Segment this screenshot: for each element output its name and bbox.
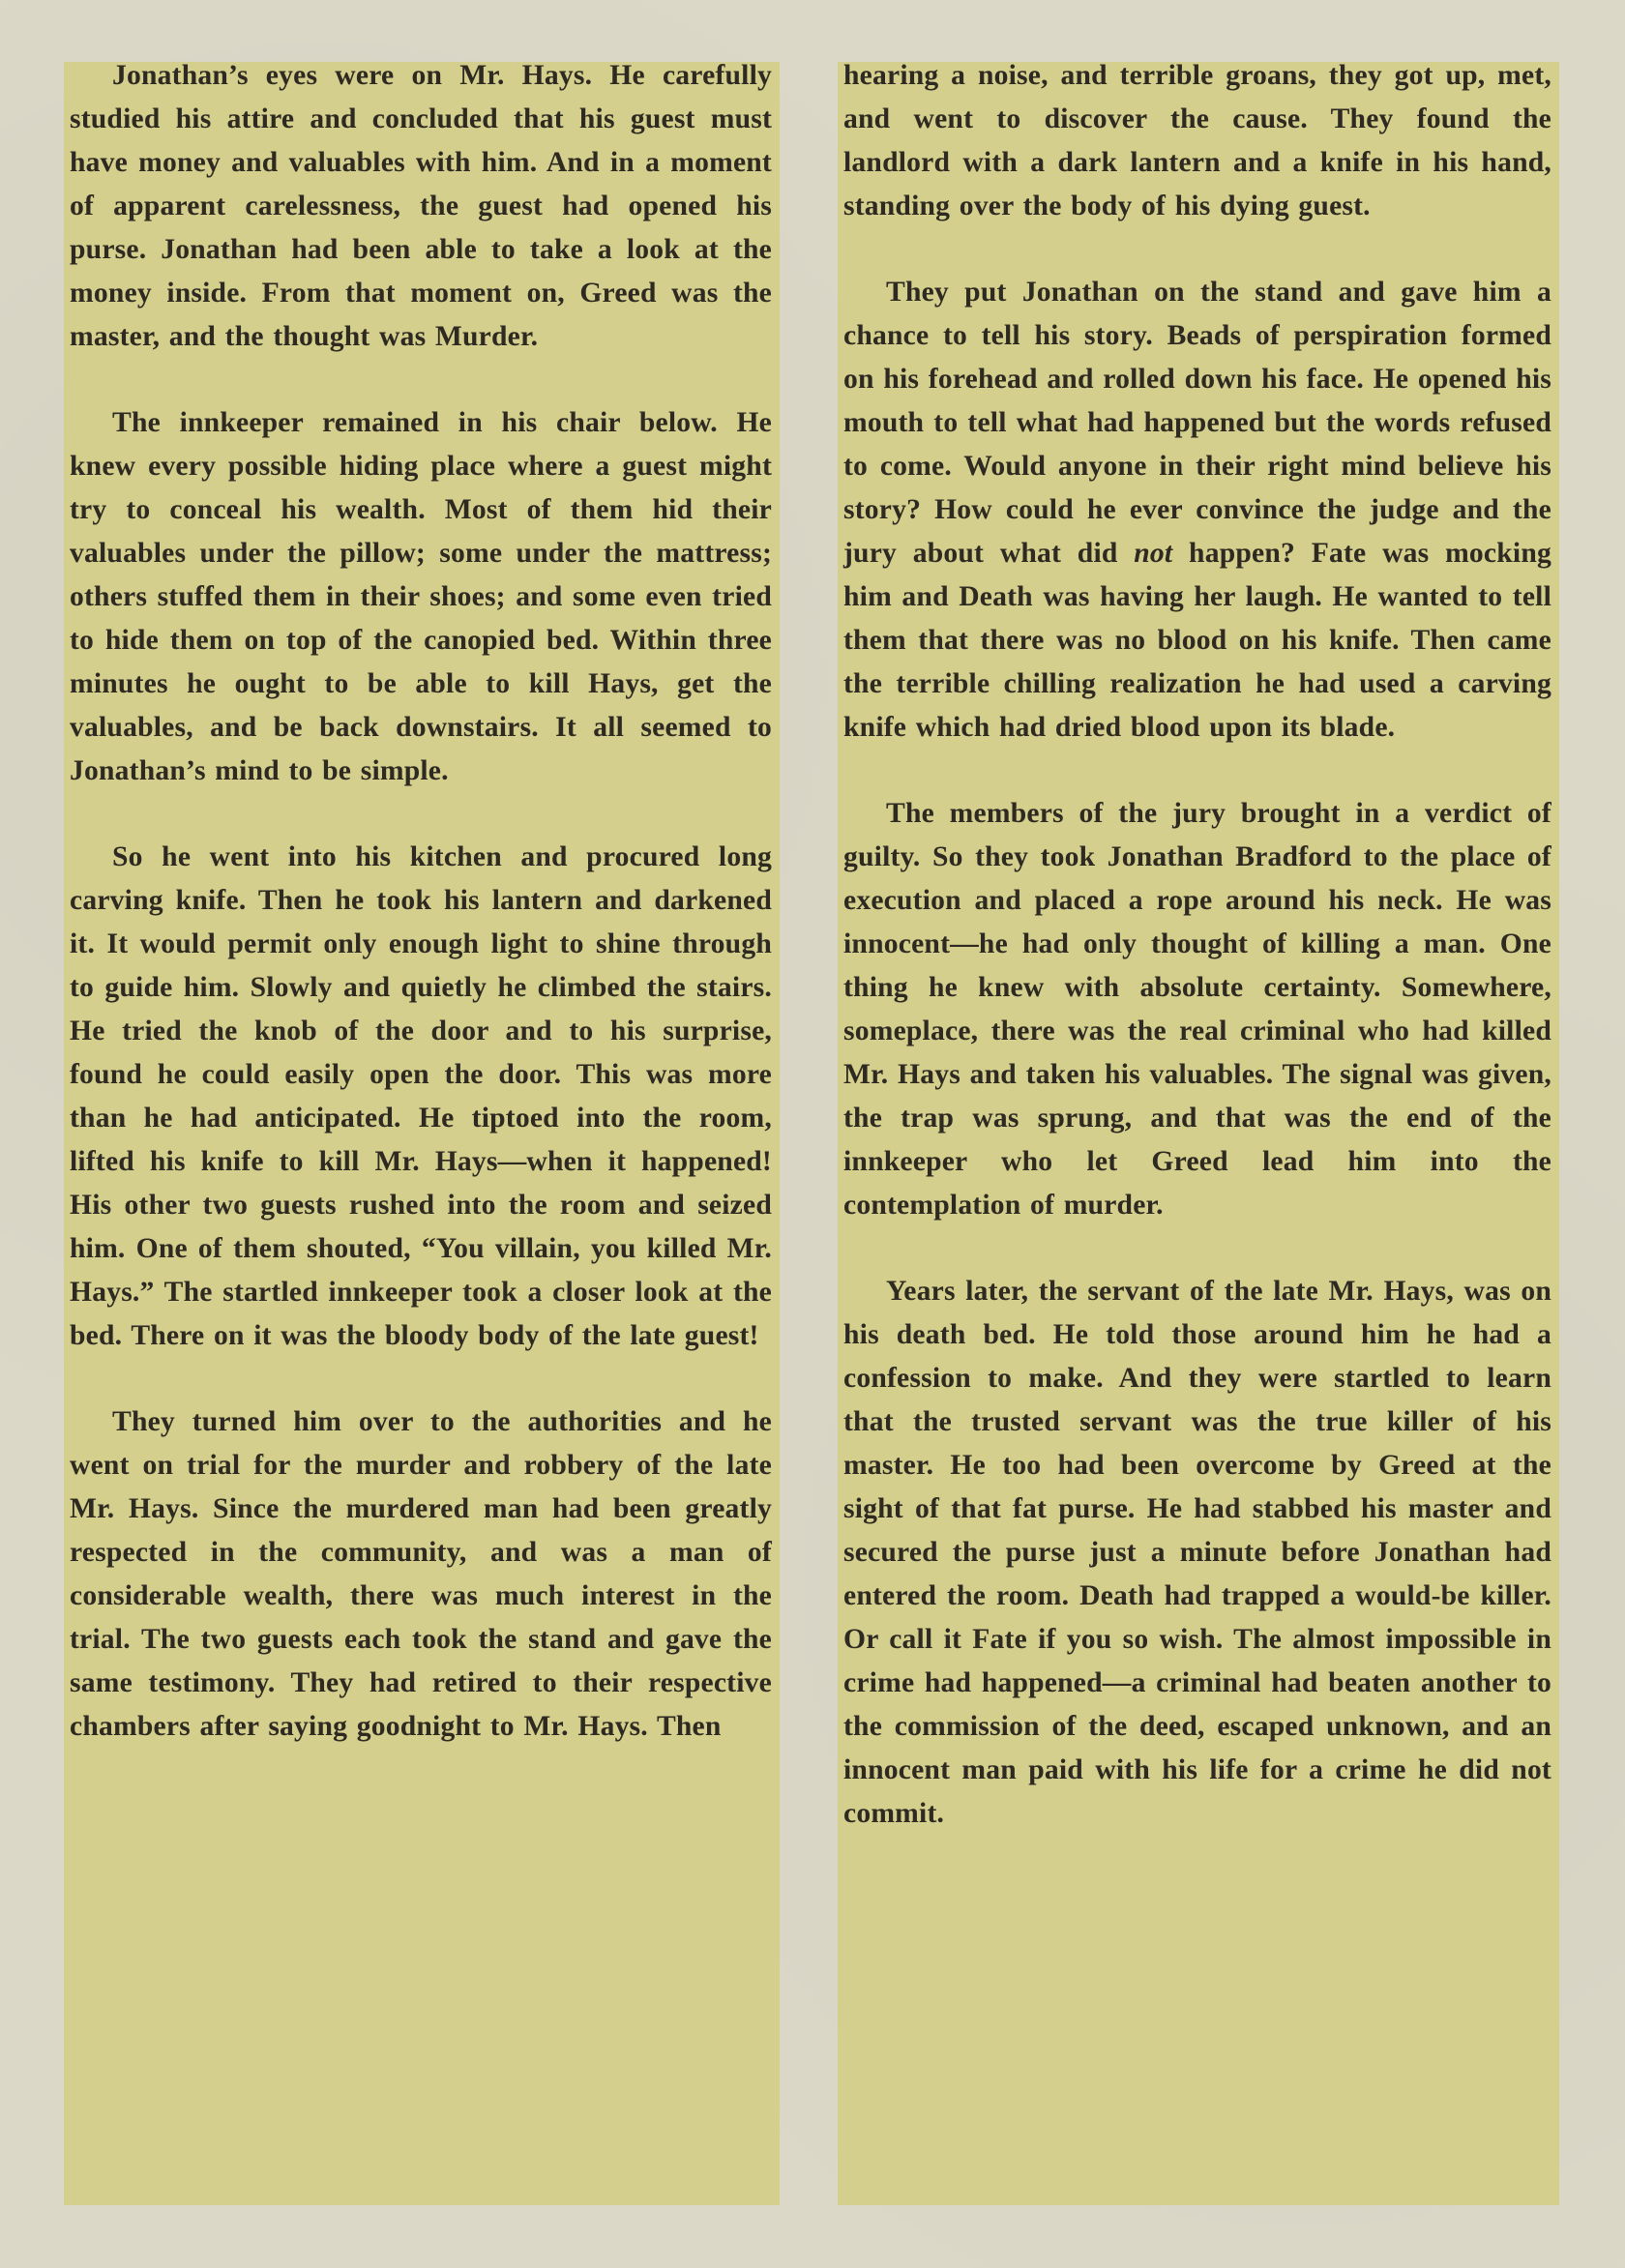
- paragraph-gap: [843, 750, 1551, 792]
- paragraph-gap: [70, 793, 772, 836]
- right-text-column: [838, 62, 1559, 2205]
- paragraph-6: The members of the jury brought in a verdict of guilty. So they took Jonathan Bradford to the place of execution and placed a rope around his neck. He was innocent—he had only thought of killing a man. One thing he knew with absolute certainty. Somewhere, someplace, there was the real criminal who had killed Mr. Hays and taken his valuables. The signal was given, the trap was sprung, and that was the end of the innkeeper who let Greed lead him into the contemplation of murder.: [843, 798, 1551, 1221]
- left-text-column: [64, 62, 780, 2205]
- paragraph-2: The innkeeper remained in his chair below. He knew every possible hiding place where a guest might try to conceal his wealth. Most of them hid their valuables under the pillow; some under the mattress; others stuffed them in their shoes; and some even tried to hide them on top of the canopied bed. Within three minutes he ought to be able to kill Hays, get the valuables, and be back downstairs. It all seemed to Jonathan’s mind to be simple.: [70, 407, 772, 786]
- paragraph-gap: [70, 359, 772, 401]
- paragraph-gap: [843, 1227, 1551, 1270]
- paragraph-5: [843, 271, 1551, 750]
- paragraph-7: Years later, the servant of the late Mr. Hays, was on his death bed. He told those around him he had a confession to make. And they were startled to learn that the trusted servant was the true killer of his master. He too had been overcome by Greed at the sight of that fat purse. He had stabbed his master and secured the purse just a minute before Jonathan had entered the room. Death had trapped a would-be killer. Or call it Fate if you so wish. The almost impossible in crime had happened—a criminal had beaten another to the commission of the deed, escaped unknown, and an innocent man paid with his life for a crime he did not commit.: [843, 1276, 1551, 1829]
- paragraph-5-part-2: happen? Fate was mocking him and Death was having her laugh. He wanted to tell them that there was no blood on his knife. Then came the terrible chilling realization he had used a carving knife which had dried blood upon its blade.: [843, 538, 1551, 743]
- paragraph-gap: [843, 228, 1551, 271]
- paragraph-4: They turned him over to the authorities and he went on trial for the murder and robbery of the late Mr. Hays. Since the murdered man had been greatly respected in the community, and was a man of considerable wealth, there was much interest in the trial. The two guests each took the stand and gave the same testimony. They had retired to their respective chambers after saying goodnight to Mr. Hays. Then: [70, 1406, 772, 1742]
- paragraph-continuation: hearing a noise, and terrible groans, they got up, met, and went to discover the cause. They found the landlord with a dark lantern and a knife in his hand, standing over the body of his dying guest.: [843, 60, 1551, 221]
- paragraph-3: So he went into his kitchen and procured long carving knife. Then he took his lantern and darkened it. It would permit only enough light to shine through to guide him. Slowly and quietly he climbed the stairs. He tried the knob of the door and to his surprise, found he could easily open the door. This was more than he had anticipated. He tiptoed into the room, lifted his knife to kill Mr. Hays—when it happened! His other two guests rushed into the room and seized him. One of them shouted, “You villain, you killed Mr. Hays.” The startled innkeeper took a closer look at the bed. There on it was the bloody body of the late guest!: [70, 841, 772, 1351]
- paragraph-5-part-1: They put Jonathan on the stand and gave him a chance to tell his story. Beads of perspiration formed on his forehead and rolled down his face. He opened his mouth to tell what had happened but the words refused to come. Would anyone in their right mind believe his story? How could he ever convince the judge and the jury about what did: [843, 277, 1551, 569]
- emphasis-not: not: [1134, 538, 1173, 569]
- paragraph-1: Jonathan’s eyes were on Mr. Hays. He carefully studied his attire and concluded that his guest must have money and valuables with him. And in a moment of apparent carelessness, the guest had opened his purse. Jonathan had been able to take a look at the money inside. From that moment on, Greed was the master, and the thought was Murder.: [70, 60, 772, 352]
- paragraph-gap: [70, 1358, 772, 1400]
